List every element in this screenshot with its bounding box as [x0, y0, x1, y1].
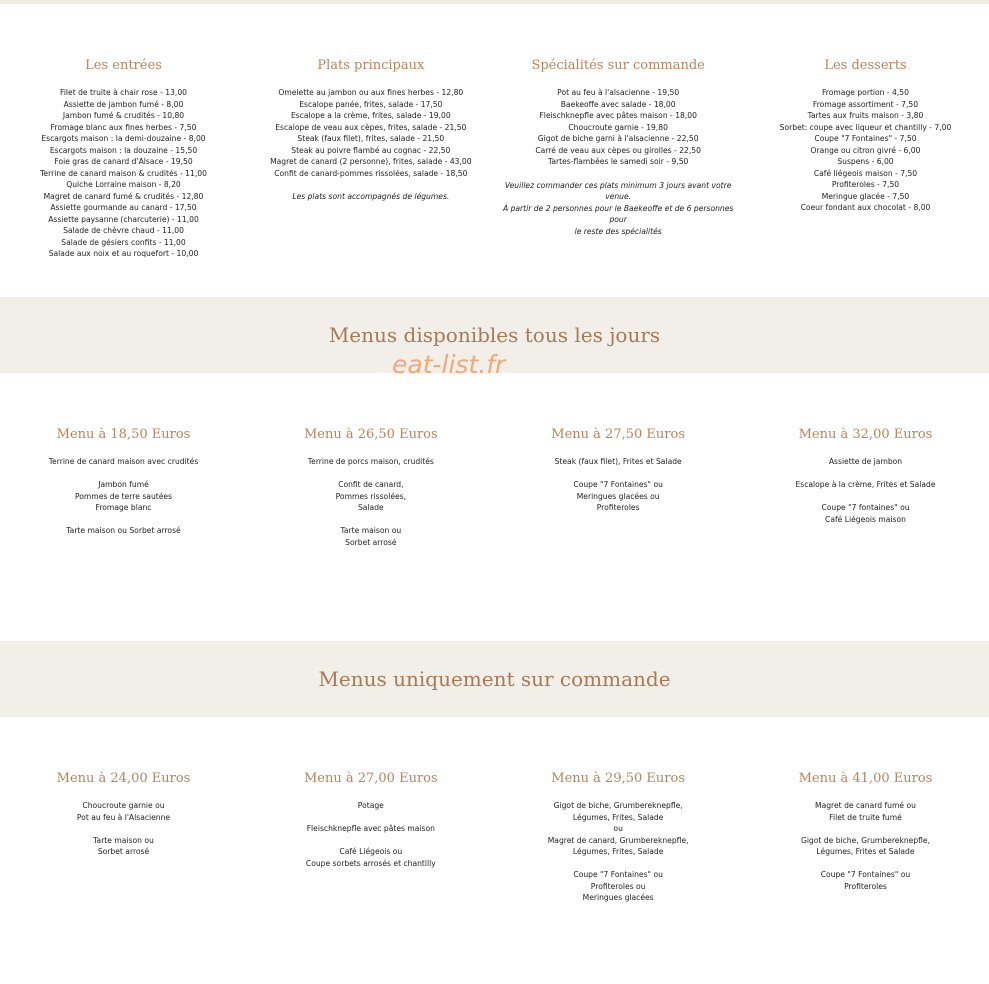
- menu-line: Gigot de biche garni à l'alsacienne - 22,50: [537, 134, 699, 143]
- carte-note: [247, 191, 494, 203]
- line-spacer: [495, 468, 742, 480]
- menu-lines: [495, 800, 742, 904]
- menu-line: Escalope a la crème, frites, salade - 19,00: [290, 111, 451, 120]
- carte-column-entrees: [0, 58, 247, 260]
- menu-card: [0, 771, 247, 904]
- line-spacer: [495, 858, 742, 870]
- menu-lines: [247, 456, 494, 548]
- section-title: Menus disponibles tous les jours: [328, 323, 661, 347]
- menu-line: Escalope de veau aux cèpes, frites, salade - 21,50: [275, 122, 467, 132]
- carte-title: Les entrées: [85, 58, 162, 73]
- menu-line: Baekeoffe avec salade - 18,00: [560, 99, 676, 109]
- menu-line: Coupe "7 Fontaines" ou: [573, 480, 663, 489]
- menu-line: Gigot de biche, Grumbereknepfle,: [553, 801, 683, 810]
- menus-jours-section: [0, 427, 989, 548]
- line-spacer: [742, 858, 989, 870]
- menu-line: Sorbet arrosé: [345, 537, 397, 547]
- menu-title: Menu à 32,00 Euros: [798, 427, 933, 442]
- carte-section: [0, 58, 989, 260]
- menu-line: Tartes aux fruits maison - 3,80: [807, 111, 924, 120]
- line-spacer: [247, 468, 494, 480]
- section-title: Menus uniquement sur commande: [318, 667, 671, 691]
- menu-line: Confit de canard,: [338, 480, 404, 489]
- menu-line: Meringue glacée - 7,50: [821, 191, 910, 201]
- menu-line: Choucroute garnie ou: [82, 801, 165, 810]
- menu-lines: [495, 456, 742, 514]
- menu-line: Assiette gourmande au canard - 17,50: [50, 203, 197, 212]
- menu-line: Fromage portion - 4,50: [821, 88, 909, 97]
- menu-line: Tartes-flambées le samedi soir - 9,50: [547, 157, 689, 166]
- menu-card: [247, 427, 494, 548]
- menu-line: Coupe "7 Fontaines" ou: [820, 870, 911, 879]
- menu-line: Tarte maison ou: [93, 835, 154, 845]
- menu-line: le reste des spécialités: [574, 226, 662, 236]
- menu-line: Magret de canard fumé & crudités - 12,80: [43, 191, 204, 201]
- menu-line: Coupe sorbets arrosés et chantilly: [305, 858, 436, 868]
- menu-line: Assiette de jambon: [828, 457, 903, 466]
- menu-line: Choucroute garnie - 19,80: [568, 122, 668, 132]
- menu-line: Coupe "7 Fontaines" - 7,50: [814, 134, 917, 143]
- menu-line: Jambon fumé: [98, 480, 149, 489]
- menu-line: Pommes rissolées,: [335, 491, 407, 501]
- carte-lines: [495, 87, 742, 168]
- menu-line: Pot au feu à l'alsacienne - 19,50: [557, 88, 680, 97]
- menu-line: Coupe "7 fontaines" ou: [821, 503, 910, 512]
- menu-line: À partir de 2 personnes pour le Baekeoffe et de 6 personnes pour: [502, 203, 734, 224]
- menu-line: Confit de canard-pommes rissolées, salade - 18,50: [274, 168, 468, 178]
- menu-line: Gigot de biche, Grumbereknepfle,: [800, 835, 931, 845]
- menu-line: Steak (faux filet), frites, salade - 21,50: [297, 134, 445, 143]
- line-spacer: [0, 823, 247, 835]
- menu-card: [742, 771, 989, 904]
- carte-column-desserts: [742, 58, 989, 260]
- menu-line: Salade de gésiers confits - 11,00: [61, 237, 186, 247]
- menu-line: Tarte maison ou: [340, 526, 402, 535]
- menu-line: ou: [613, 824, 623, 833]
- menu-line: Magret de canard, Grumbereknepfle,: [547, 835, 689, 845]
- menu-line: Profiteroles ou: [590, 881, 646, 891]
- menu-card: [742, 427, 989, 548]
- menu-line: Salade aux noix et au roquefort - 10,00: [48, 249, 199, 258]
- menu-title: Menu à 26,50 Euros: [303, 427, 438, 442]
- menu-line: Fromage blanc: [95, 503, 152, 512]
- menu-line: Café Liégeois maison: [825, 514, 906, 524]
- menu-line: Veuillez commander ces plats minimum 3 jours avant votre venue.: [504, 180, 732, 201]
- menu-line: Escargots maison : la demi-douzaine - 8,00: [41, 134, 206, 143]
- menu-title: Menu à 18,50 Euros: [56, 427, 191, 442]
- menu-line: Foie gras de canard d'Alsace - 19,50: [54, 157, 193, 166]
- menu-line: Steak (faux filet), Frites et Salade: [554, 457, 682, 466]
- menu-line: Pommes de terre sautées: [74, 491, 173, 501]
- menu-lines: [0, 456, 247, 537]
- menu-line: Filet de truite à chair rose - 13,00: [60, 88, 187, 97]
- menus-commande-band: [0, 641, 989, 717]
- menu-line: Potage: [357, 801, 384, 810]
- menu-card: [0, 427, 247, 548]
- menu-card: [247, 771, 494, 904]
- menu-lines: [742, 456, 989, 525]
- menu-title: Menu à 27,00 Euros: [303, 771, 438, 786]
- line-spacer: [742, 491, 989, 503]
- carte-lines: [247, 87, 494, 179]
- carte-column-specialites: [495, 58, 742, 260]
- menu-line: Café Liégeois ou: [339, 847, 403, 856]
- menu-line: Escalope panée, frites, salade - 17,50: [299, 99, 443, 109]
- menu-line: Orange ou citron givré - 6,00: [810, 145, 921, 155]
- menu-line: Légumes, Frites, Salade: [572, 847, 664, 856]
- carte-column-plats: [247, 58, 494, 260]
- menu-line: Steak au poivre flambé au cognac - 22,50: [291, 145, 451, 155]
- menu-line: Coeur fondant aux chocolat - 8,00: [800, 203, 931, 212]
- menu-line: Magret de canard (2 personne), frites, salade - 43,00: [270, 157, 472, 166]
- menu-line: Escargots maison : la douzaine - 15,50: [49, 145, 198, 155]
- menu-line: Salade: [357, 503, 384, 512]
- line-spacer: [247, 812, 494, 824]
- menu-lines: [742, 800, 989, 892]
- menu-line: Terrine de porcs maison, crudités: [307, 457, 434, 466]
- menu-line: Terrine de canard maison & crudités - 11,00: [40, 168, 207, 178]
- menu-line: Meringues glacées ou: [576, 491, 660, 501]
- menu-line: Escalope à la crème, Frites et Salade: [795, 480, 936, 489]
- top-bar: [0, 0, 989, 4]
- menu-line: Coupe "7 Fontaines" ou: [573, 870, 663, 879]
- menu-line: Fromage assortiment - 7,50: [812, 99, 919, 109]
- menu-line: Assiette paysanne (charcuterie) - 11,00: [48, 214, 199, 224]
- menu-line: Meringues glacées: [582, 893, 654, 902]
- menu-lines: [247, 800, 494, 869]
- menu-line: Légumes, Frites et Salade: [816, 847, 915, 856]
- line-spacer: [742, 823, 989, 835]
- menu-line: Pot au feu à l'Alsacienne: [76, 812, 171, 822]
- menu-line: Omelette au jambon ou aux fines herbes - 12,80: [278, 88, 464, 97]
- carte-title: Spécialités sur commande: [531, 58, 705, 73]
- line-spacer: [247, 835, 494, 847]
- menu-line: Profiteroles: [596, 503, 640, 512]
- menu-line: Salade de chèvre chaud - 11,00: [63, 226, 184, 235]
- menu-card: [495, 427, 742, 548]
- line-spacer: [742, 468, 989, 480]
- menu-line: Filet de truite fumé: [829, 812, 902, 822]
- menu-line: Profiteroles: [844, 881, 887, 891]
- menu-line: Sorbet: coupe avec liqueur et chantilly - 7,00: [779, 122, 952, 132]
- line-spacer: [0, 514, 247, 526]
- menu-title: Menu à 41,00 Euros: [798, 771, 933, 786]
- carte-note: [495, 180, 742, 238]
- line-spacer: [247, 514, 494, 526]
- menu-title: Menu à 29,50 Euros: [551, 771, 685, 786]
- menu-line: Légumes, Frites, Salade: [572, 812, 664, 822]
- menu-line: Magret de canard fumé ou: [815, 801, 916, 810]
- carte-lines: [0, 87, 247, 260]
- menus-commande-section: [0, 771, 989, 904]
- carte-title: Plats principaux: [317, 58, 425, 73]
- menu-line: Tarte maison ou Sorbet arrosé: [66, 526, 181, 535]
- menu-line: Fromage blanc aux fines herbes - 7,50: [50, 122, 197, 132]
- menu-line: Terrine de canard maison avec crudités: [48, 457, 199, 466]
- menu-line: Suspens - 6,00: [837, 157, 894, 166]
- carte-title: Les desserts: [824, 58, 907, 73]
- menu-line: Fleischknepfle avec pâtes maison - 18,00: [539, 111, 697, 120]
- watermark: eat-list.fr: [392, 350, 506, 379]
- menu-line: Fleischknepfle avec pâtes maison: [306, 824, 435, 833]
- menu-line: Les plats sont accompagnés de légumes.: [292, 192, 450, 201]
- menu-line: Sorbet arrosé: [97, 847, 150, 856]
- menu-line: Profiteroles - 7,50: [831, 180, 900, 189]
- menu-line: Jambon fumé & crudités - 10,80: [62, 111, 185, 120]
- menu-line: Assiette de jambon fumé - 8,00: [63, 99, 184, 109]
- menu-title: Menu à 24,00 Euros: [56, 771, 191, 786]
- menu-line: Carré de veau aux cèpes ou girolles - 22,50: [535, 145, 701, 155]
- menu-lines: [0, 800, 247, 858]
- menu-line: Café liégeois maison - 7,50: [813, 168, 918, 178]
- line-spacer: [0, 468, 247, 480]
- menu-title: Menu à 27,50 Euros: [551, 427, 685, 442]
- carte-lines: [742, 87, 989, 214]
- menu-line: Quiche Lorraine maison - 8,20: [66, 180, 181, 189]
- menu-card: [495, 771, 742, 904]
